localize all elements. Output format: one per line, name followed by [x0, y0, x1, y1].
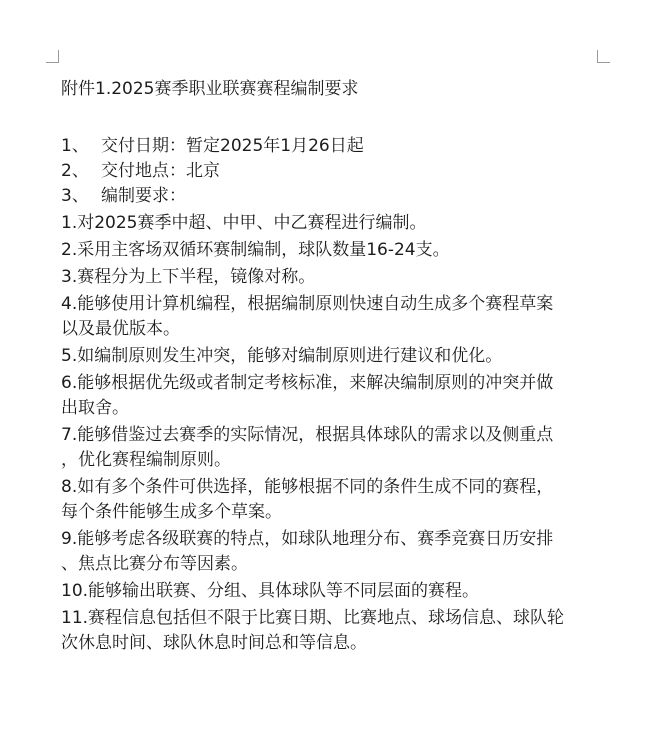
section-text: 交付日期：暂定2025年1月26日起 — [101, 136, 364, 156]
document-title: 附件1.2025赛季职业联赛赛程编制要求 — [61, 79, 359, 99]
section-number: 2、 — [61, 161, 89, 181]
requirement-3: 3.赛程分为上下半程，镜像对称。 — [61, 267, 316, 287]
page-corner-mark-top-left — [46, 50, 59, 63]
requirement-6-line-1: 6.能够根据优先级或者制定考核标准，来解决编制原则的冲突并做 — [61, 373, 554, 393]
requirement-7-line-2: ，优化赛程编制原则。 — [61, 450, 231, 470]
page-corner-mark-top-right — [597, 50, 610, 63]
requirement-7-line-1: 7.能够借鉴过去赛季的实际情况，根据具体球队的需求以及侧重点 — [61, 425, 554, 445]
requirement-4-line-2: 以及最优版本。 — [61, 319, 180, 339]
requirement-9-line-1: 9.能够考虑各级联赛的特点，如球队地理分布、赛季竞赛日历安排 — [61, 529, 554, 549]
requirement-4-line-1: 4.能够使用计算机编程，根据编制原则快速自动生成多个赛程草案 — [61, 294, 554, 314]
section-text: 编制要求： — [101, 186, 186, 206]
requirement-2: 2.采用主客场双循环赛制编制，球队数量16-24支。 — [61, 240, 450, 260]
section-number: 1、 — [61, 136, 89, 156]
section-text: 交付地点：北京 — [101, 161, 220, 181]
requirement-11-line-1: 11.赛程信息包括但不限于比赛日期、比赛地点、球场信息、球队轮 — [61, 608, 565, 628]
requirement-8-line-1: 8.如有多个条件可供选择，能够根据不同的条件生成不同的赛程， — [61, 477, 554, 497]
section-number: 3、 — [61, 186, 89, 206]
section-item-requirements — [61, 185, 186, 207]
requirement-11-line-2: 次休息时间、球队休息时间总和等信息。 — [61, 633, 367, 653]
section-item-delivery-location — [61, 160, 220, 182]
requirement-5: 5.如编制原则发生冲突，能够对编制原则进行建议和优化。 — [61, 346, 503, 366]
requirement-8-line-2: 每个条件能够生成多个草案。 — [61, 502, 282, 522]
requirement-10: 10.能够输出联赛、分组、具体球队等不同层面的赛程。 — [61, 581, 480, 601]
requirement-6-line-2: 出取舍。 — [61, 398, 129, 418]
section-item-delivery-date — [61, 135, 364, 157]
requirement-1: 1.对2025赛季中超、中甲、中乙赛程进行编制。 — [61, 213, 427, 233]
requirement-9-line-2: 、焦点比赛分布等因素。 — [61, 554, 248, 574]
